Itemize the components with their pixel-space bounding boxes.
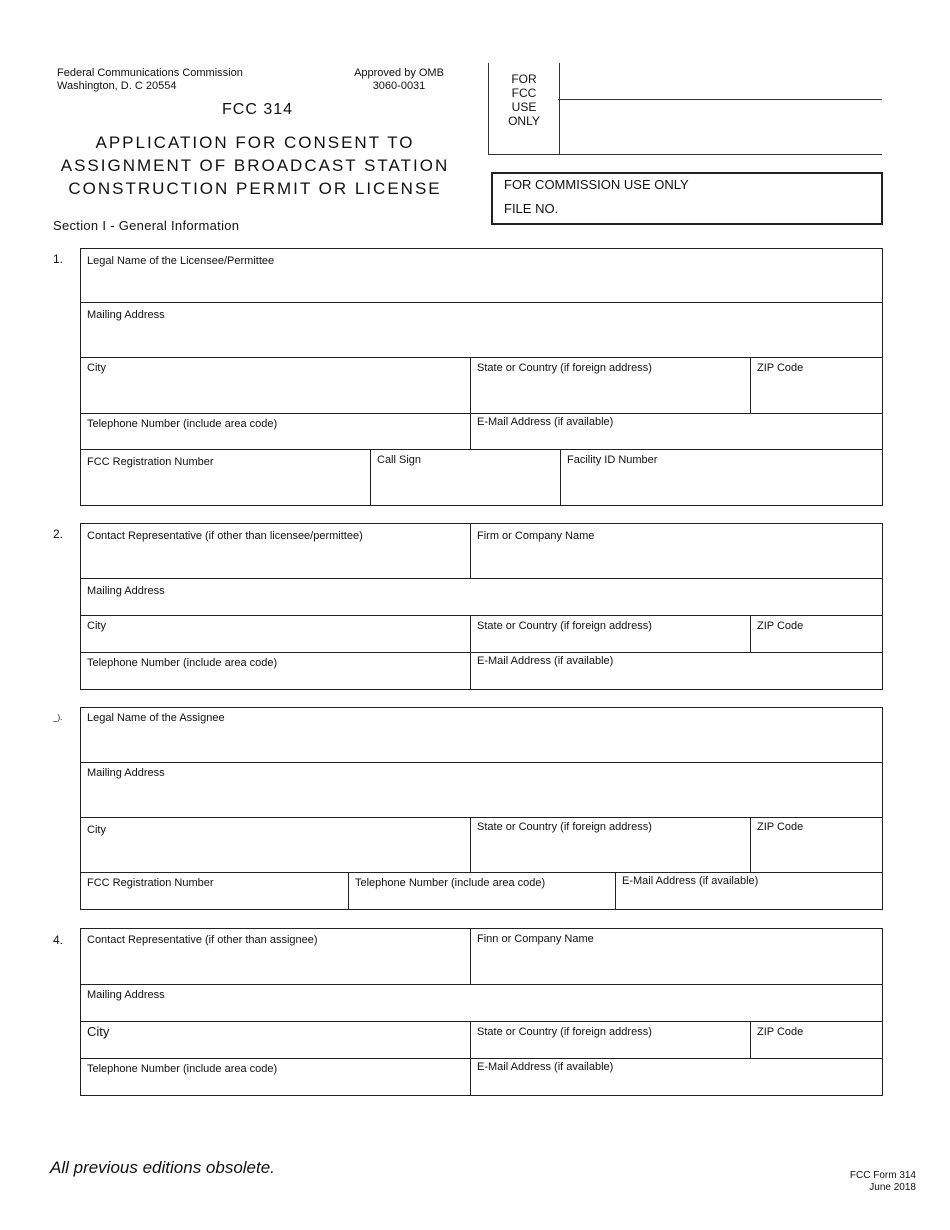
q1-mailing-row: [80, 303, 883, 358]
q3-frn-field[interactable]: [81, 873, 348, 909]
q4-telephone-label: Telephone Number (include area code): [87, 1063, 278, 1075]
q1-state-field[interactable]: [470, 358, 750, 413]
q2-email-label: E-Mail Address (if available): [477, 655, 614, 667]
fcc-use-line-4: ONLY: [508, 114, 540, 128]
q2-state-field[interactable]: [470, 616, 750, 652]
q1-frn-field[interactable]: [81, 450, 370, 505]
q3-telephone-field[interactable]: [348, 873, 615, 909]
q1-phone-row: [80, 414, 883, 450]
q2-contact-field[interactable]: [81, 524, 470, 578]
q3-zip-label: ZIP Code: [757, 821, 804, 833]
fcc-use-line-bottom: [488, 154, 882, 155]
q1-telephone-field[interactable]: [81, 414, 470, 449]
q2-firm-label: Firm or Company Name: [477, 530, 595, 542]
q1-id-row: [80, 450, 883, 506]
q2-firm-field[interactable]: [470, 524, 882, 578]
q2-mailing-address-label: Mailing Address: [87, 585, 165, 597]
q4-email-field[interactable]: [470, 1059, 882, 1095]
form-number: FCC 314: [222, 101, 294, 118]
q1-email-label: E-Mail Address (if available): [477, 416, 614, 428]
q1-legal-name-label: Legal Name of the Licensee/Permittee: [87, 255, 275, 267]
q1-legal-name-row: [80, 248, 883, 303]
q3-zip-field[interactable]: [750, 818, 882, 872]
question-1-number: 1.: [53, 252, 64, 266]
q1-legal-name-field[interactable]: [81, 249, 882, 302]
q4-firm-label: Finn or Company Name: [477, 933, 594, 945]
q1-facility-id-field[interactable]: [560, 450, 882, 505]
question-3-block: [80, 707, 883, 910]
q2-phone-row: [80, 653, 883, 690]
q2-city-field[interactable]: [81, 616, 470, 652]
fcc-use-line-3: USE: [511, 100, 537, 114]
q3-email-label: E-Mail Address (if available): [622, 875, 759, 887]
title-line-3: CONSTRUCTION PERMIT OR LICENSE: [68, 179, 442, 198]
q3-mailing-address-field[interactable]: [81, 763, 882, 817]
omb-number: 3060-0031: [372, 80, 426, 92]
q2-zip-label: ZIP Code: [757, 620, 804, 632]
fcc-use-line-2: FCC: [511, 86, 537, 100]
q3-city-row: [80, 818, 883, 873]
q1-city-label: City: [87, 362, 106, 374]
agency-address: Washington, D. C 20554: [57, 80, 177, 92]
question-2-number: 2.: [53, 527, 64, 541]
q3-city-field[interactable]: [81, 818, 470, 872]
q3-city-label: City: [87, 824, 106, 836]
title-line-1: APPLICATION FOR CONSENT TO: [95, 133, 415, 152]
q3-telephone-label: Telephone Number (include area code): [355, 877, 546, 889]
agency-name: Federal Communications Commission: [57, 67, 243, 79]
q1-facility-id-label: Facility ID Number: [567, 454, 658, 466]
q2-city-row: [80, 616, 883, 653]
q1-telephone-label: Telephone Number (include area code): [87, 418, 278, 430]
question-4-block: [80, 928, 883, 1096]
q1-email-field[interactable]: [470, 414, 882, 449]
q3-id-row: [80, 873, 883, 910]
q4-email-label: E-Mail Address (if available): [477, 1061, 614, 1073]
q2-mailing-address-field[interactable]: [81, 579, 882, 615]
question-2-block: [80, 523, 883, 690]
q4-telephone-field[interactable]: [81, 1059, 470, 1095]
q3-state-field[interactable]: [470, 818, 750, 872]
q1-city-field[interactable]: [81, 358, 470, 413]
question-1-block: [80, 248, 883, 506]
q3-frn-label: FCC Registration Number: [87, 877, 214, 889]
q2-email-field[interactable]: [470, 653, 882, 689]
title-line-2: ASSIGNMENT OF BROADCAST STATION: [60, 156, 450, 175]
q2-contact-label: Contact Representative (if other than licensee/permittee): [87, 530, 363, 542]
q1-city-row: [80, 358, 883, 414]
q3-legal-name-field[interactable]: [81, 708, 882, 762]
q4-contact-row: [80, 928, 883, 985]
q1-state-label: State or Country (if foreign address): [477, 362, 652, 374]
q4-contact-label: Contact Representative (if other than assignee): [87, 934, 318, 946]
commission-use-box: [491, 172, 883, 225]
q2-state-label: State or Country (if foreign address): [477, 620, 652, 632]
question-3-number: _).: [53, 713, 63, 722]
q4-zip-field[interactable]: [750, 1022, 882, 1058]
q3-email-field[interactable]: [615, 873, 882, 909]
fcc-use-line-1: FOR: [511, 72, 537, 86]
question-4-number: 4.: [53, 933, 64, 947]
q1-zip-field[interactable]: [750, 358, 882, 413]
q1-call-sign-label: Call Sign: [377, 454, 422, 466]
q1-call-sign-field[interactable]: [370, 450, 560, 505]
q1-mailing-address-label: Mailing Address: [87, 309, 165, 321]
q4-city-label: City: [87, 1024, 110, 1039]
q4-state-field[interactable]: [470, 1022, 750, 1058]
q4-mailing-row: [80, 985, 883, 1022]
q4-zip-label: ZIP Code: [757, 1026, 804, 1038]
form-date: June 2018: [869, 1182, 916, 1193]
q4-city-field[interactable]: [81, 1022, 470, 1058]
q4-city-row: [80, 1022, 883, 1059]
file-number-field[interactable]: FILE NO.: [504, 201, 559, 216]
q2-city-label: City: [87, 620, 106, 632]
section-title: Section I - General Information: [53, 218, 240, 233]
omb-label: Approved by OMB: [354, 67, 444, 79]
q4-mailing-address-label: Mailing Address: [87, 989, 165, 1001]
q4-firm-field[interactable]: [470, 929, 882, 984]
commission-use-label: FOR COMMISSION USE ONLY: [504, 177, 689, 192]
q3-legal-name-label: Legal Name of the Assignee: [87, 712, 225, 724]
q3-legal-name-row: [80, 707, 883, 763]
omb-block: [340, 67, 458, 93]
form-title: [50, 131, 460, 200]
fcc-use-only-label-box: [488, 63, 560, 154]
form-name: FCC Form 314: [849, 1170, 916, 1181]
q1-frn-label: FCC Registration Number: [87, 456, 214, 468]
agency-block: [57, 67, 243, 93]
q2-telephone-label: Telephone Number (include area code): [87, 657, 278, 669]
q4-mailing-address-field[interactable]: [81, 985, 882, 1021]
form-identifier: [850, 1170, 916, 1194]
q1-zip-label: ZIP Code: [757, 362, 804, 374]
q4-contact-field[interactable]: [81, 929, 470, 984]
obsolete-note: All previous editions obsolete.: [50, 1158, 275, 1177]
q4-phone-row: [80, 1059, 883, 1096]
q3-mailing-row: [80, 763, 883, 818]
q2-mailing-row: [80, 579, 883, 616]
q2-telephone-field[interactable]: [81, 653, 470, 689]
q4-state-label: State or Country (if foreign address): [477, 1026, 652, 1038]
q2-contact-row: [80, 523, 883, 579]
q2-zip-field[interactable]: [750, 616, 882, 652]
q3-state-label: State or Country (if foreign address): [477, 821, 652, 833]
q3-mailing-address-label: Mailing Address: [87, 767, 165, 779]
q1-mailing-address-field[interactable]: [81, 303, 882, 357]
fcc-use-line-top: [558, 99, 882, 100]
